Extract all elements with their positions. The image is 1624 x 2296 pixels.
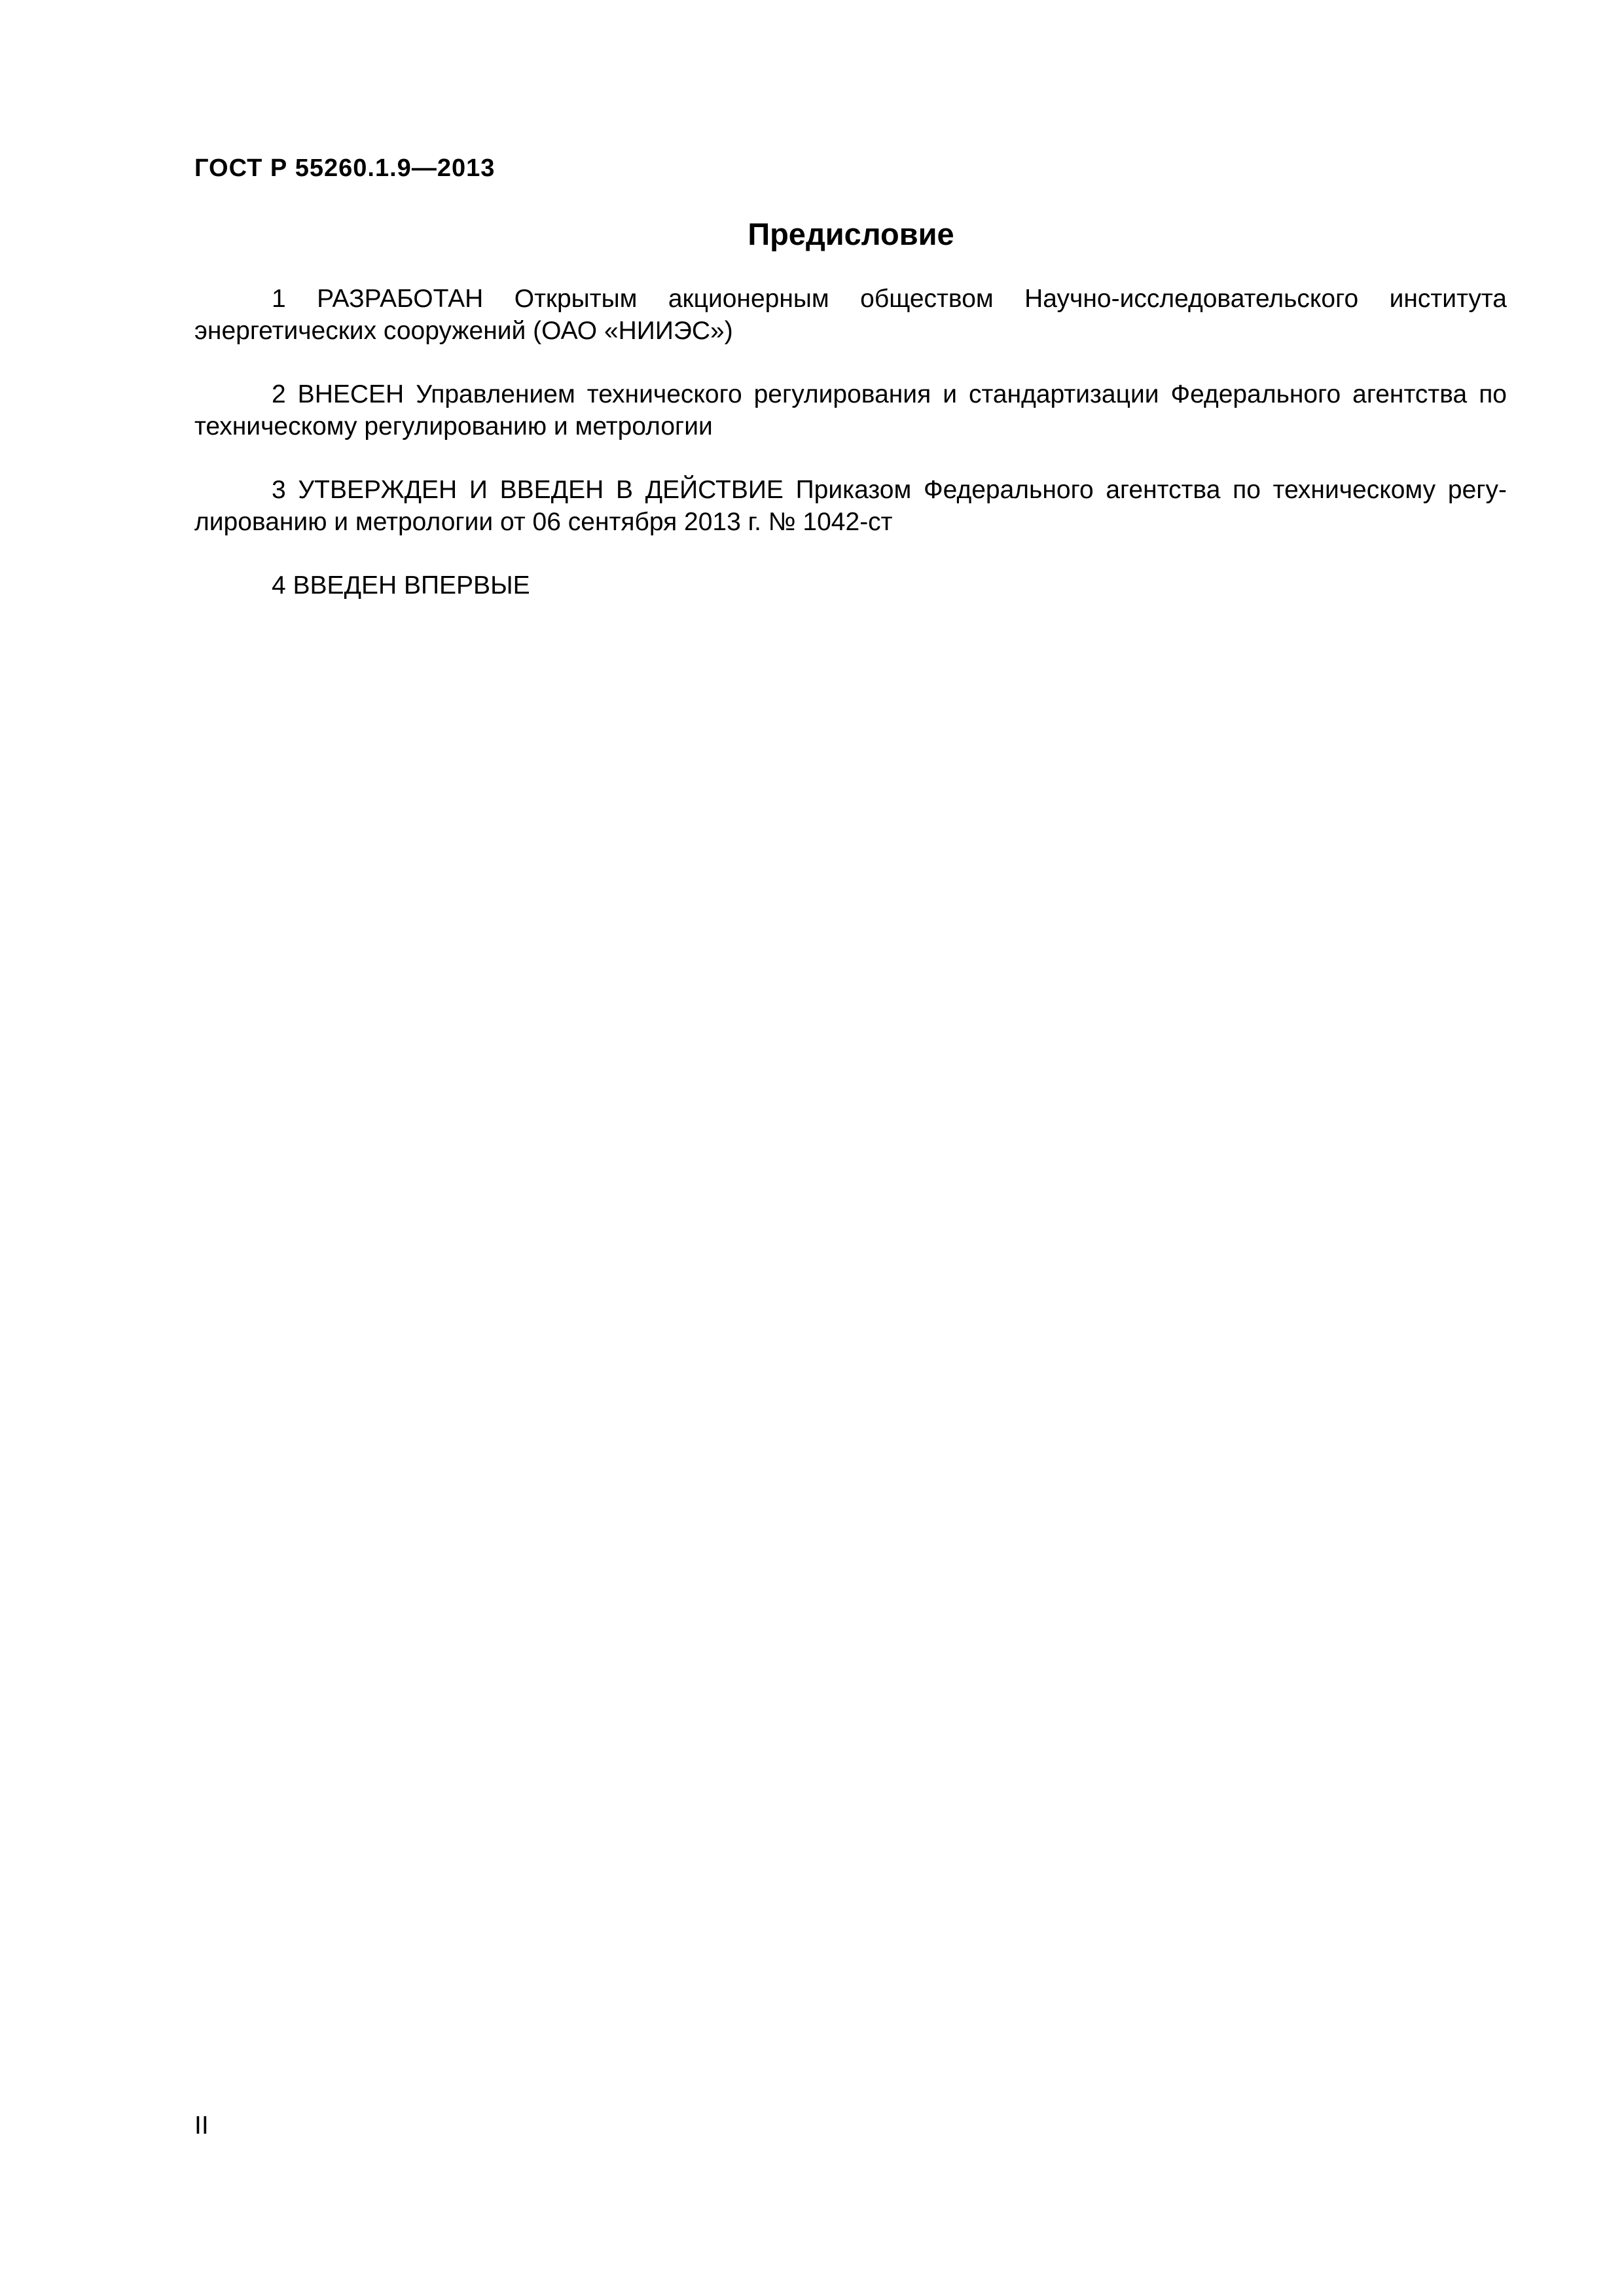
foreword-item-approved: 3 УТВЕРЖДЕН И ВВЕДЕН В ДЕЙСТВИЕ Приказом Федерального агентства по техническому регулированию и метрологии от 06 сентября 2013 г. № 1042-ст: [194, 476, 1507, 536]
page-title: Предисловие: [748, 217, 954, 251]
foreword-item-introduced: 2 ВНЕСЕН Управлением технического регулирования и стандартизации Федерального агентства по техническому регулированию и метрологии: [194, 380, 1507, 440]
foreword-item-first-introduced: 4 ВВЕДЕН ВПЕРВЫЕ: [272, 571, 530, 600]
foreword-item-developed: 1 РАЗРАБОТАН Открытым акционерным обществом Научно-исследовательского института энергетических сооружений (ОАО «НИИЭС»): [194, 285, 1507, 345]
page-number: II: [194, 2111, 209, 2140]
foreword-items: [194, 283, 1507, 633]
document-code: ГОСТ Р 55260.1.9—2013: [194, 154, 496, 182]
